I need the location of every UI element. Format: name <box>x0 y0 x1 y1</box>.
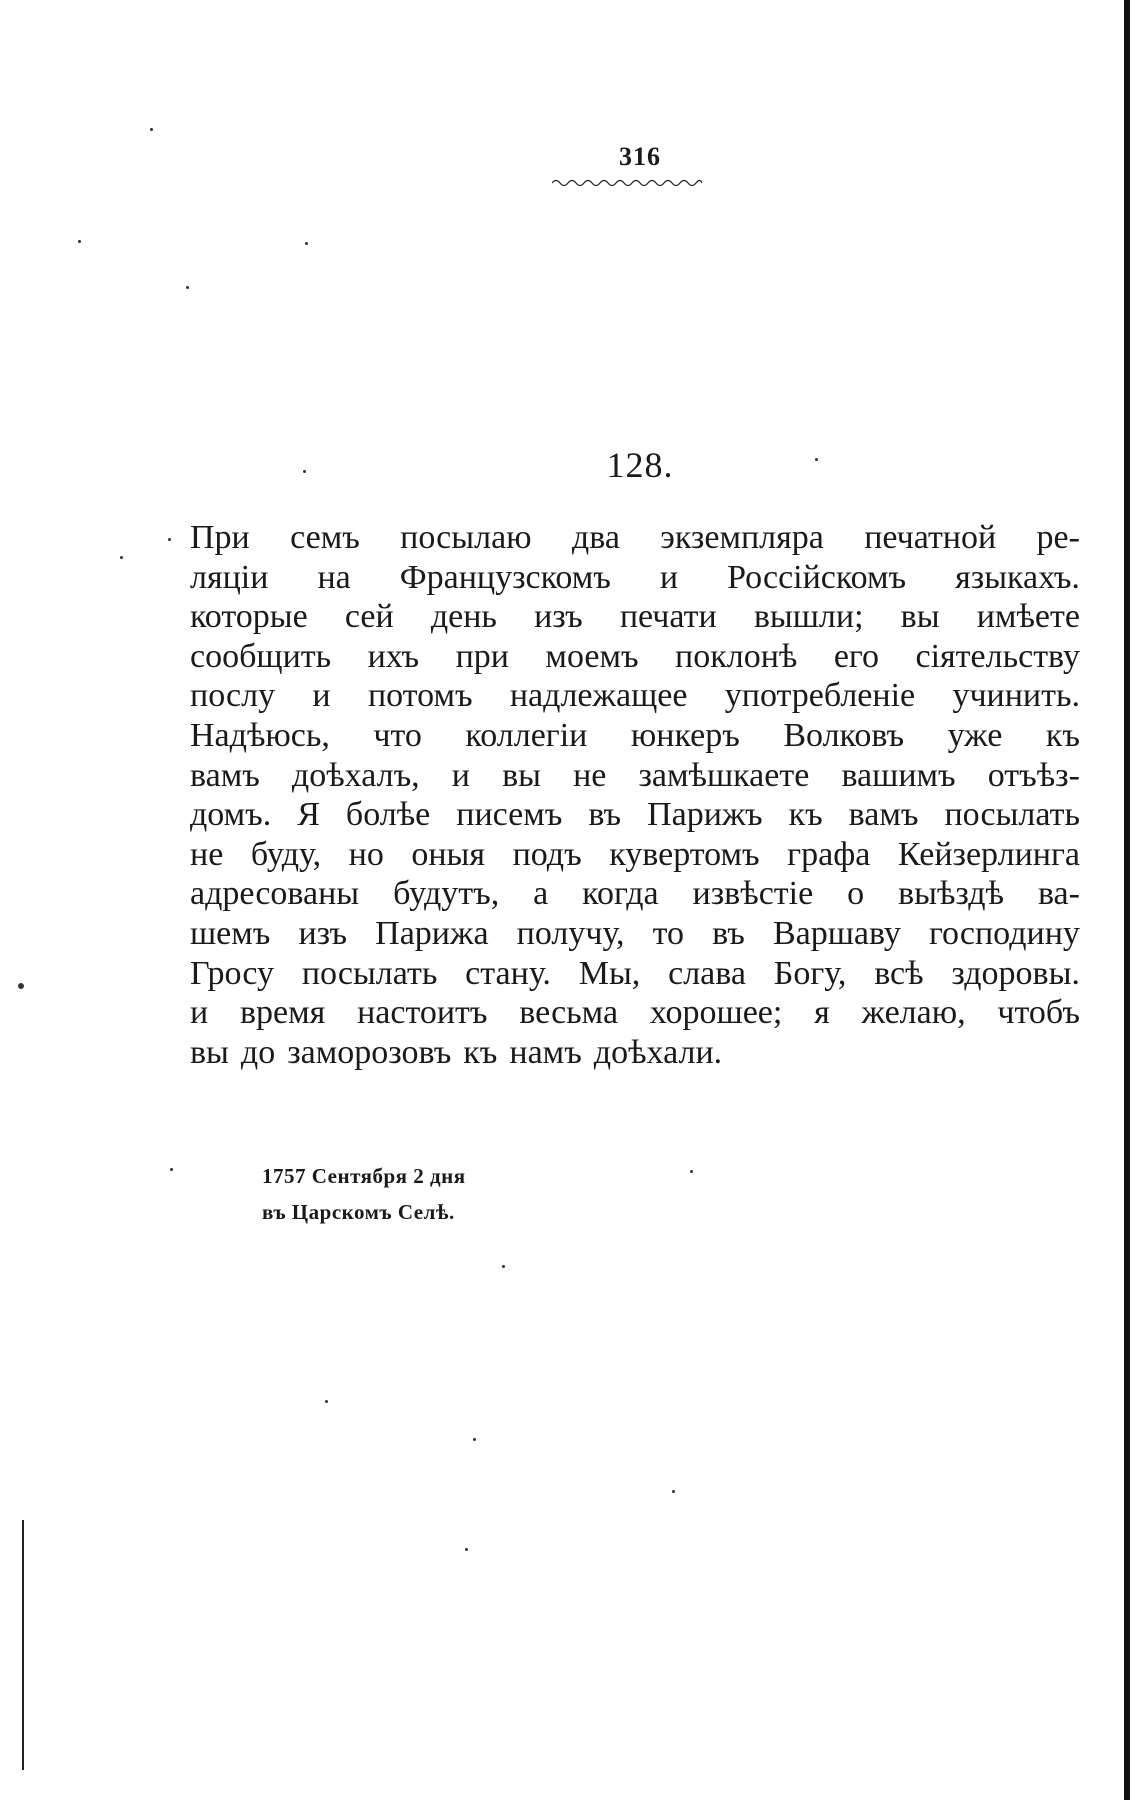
word: оныя <box>411 835 486 873</box>
scan-speck <box>305 242 308 245</box>
place-line: въ Царскомъ Селѣ. <box>262 1200 455 1224</box>
word: намъ <box>509 1033 582 1071</box>
word: При <box>190 519 250 556</box>
word: къ <box>463 1033 498 1071</box>
text-line <box>190 914 1080 954</box>
text-line <box>190 874 1080 914</box>
word: подъ <box>512 835 582 873</box>
word: и <box>190 994 209 1032</box>
scan-speck <box>473 1438 476 1441</box>
word: доѣхалъ, <box>291 756 420 794</box>
word: кувертомъ <box>609 835 760 873</box>
word: болѣе <box>345 796 431 834</box>
word: доѣхали. <box>593 1033 723 1071</box>
scan-speck <box>186 286 189 289</box>
word: послу <box>190 677 276 715</box>
word: печати <box>619 598 717 636</box>
word: вашимъ <box>841 756 956 794</box>
wavy-rule-ornament <box>552 178 702 188</box>
word: то <box>652 914 685 952</box>
word: въ <box>712 914 745 952</box>
word: при <box>455 637 509 675</box>
word: уже <box>947 716 1003 754</box>
word: когда <box>582 875 659 913</box>
text-line <box>190 676 1080 716</box>
word: поклонѣ <box>675 637 798 675</box>
word: писемъ <box>456 796 563 834</box>
word: буду, <box>250 835 322 873</box>
text-line <box>190 954 1080 994</box>
text-line <box>190 637 1080 677</box>
word: Парижъ <box>647 796 763 834</box>
word: изъ <box>298 914 348 952</box>
scan-speck <box>815 458 818 461</box>
text-line <box>190 993 1080 1033</box>
word: будутъ, <box>393 875 500 913</box>
word: коллегіи <box>465 716 588 754</box>
word: стану. <box>465 954 551 992</box>
word: ляціи <box>190 558 269 596</box>
text-line <box>190 597 1080 637</box>
word: вы <box>502 756 541 794</box>
word: желаю, <box>861 994 966 1032</box>
word: Кейзерлинга <box>897 835 1080 873</box>
word: сіятельству <box>915 637 1080 675</box>
word: Мы, <box>578 954 641 992</box>
word: и <box>312 677 331 715</box>
word: сообщить <box>190 637 332 675</box>
word: отъѣз- <box>987 756 1080 794</box>
word: а <box>533 875 549 913</box>
text-line <box>190 756 1080 796</box>
scan-speck <box>78 240 81 243</box>
word: посылать <box>944 796 1080 834</box>
word: моемъ <box>545 637 639 675</box>
word: день <box>430 598 497 636</box>
word: слава <box>668 954 746 992</box>
word: вамъ <box>190 756 260 794</box>
word: его <box>833 637 880 675</box>
word: экземпляра <box>660 519 824 556</box>
word: Варшаву <box>772 914 901 952</box>
text-line <box>190 558 1080 598</box>
word: замѣшкаете <box>638 756 810 794</box>
scan-speck <box>325 1400 328 1403</box>
word: я <box>814 994 830 1032</box>
word: что <box>373 716 422 754</box>
scan-speck <box>502 1265 505 1268</box>
text-line <box>190 835 1080 875</box>
word: ихъ <box>367 637 420 675</box>
word: имѣете <box>976 598 1080 636</box>
scan-speck <box>150 128 153 131</box>
scan-speck <box>168 538 171 541</box>
word: всѣ <box>874 954 924 992</box>
word: Волковъ <box>783 716 905 754</box>
word: сей <box>344 598 394 636</box>
word: хорошее; <box>649 994 783 1032</box>
word: получу, <box>516 914 625 952</box>
word: но <box>348 835 384 873</box>
word: которые <box>190 598 308 636</box>
date-line: 1757 Сентября 2 дня <box>262 1164 466 1188</box>
word: о <box>847 875 865 913</box>
signature-block <box>262 1158 466 1230</box>
letter-number: 128. <box>606 445 674 485</box>
word: изъ <box>534 598 583 636</box>
word: печатной <box>864 519 997 556</box>
word: адресованы <box>190 875 360 913</box>
word: господину <box>928 914 1080 952</box>
word: къ <box>1045 716 1080 754</box>
scan-speck <box>120 556 123 559</box>
scan-speck <box>303 470 306 473</box>
word: не <box>190 835 224 873</box>
word: настоитъ <box>357 994 488 1032</box>
word: на <box>317 558 351 596</box>
word: Гросу <box>190 954 275 992</box>
word: надлежащее <box>509 677 688 715</box>
word: время <box>239 994 326 1032</box>
word: Богу, <box>773 954 847 992</box>
word: въ <box>588 796 622 834</box>
word: вышли; <box>753 598 864 636</box>
word: вамъ <box>848 796 919 834</box>
word: и <box>451 756 470 794</box>
scan-speck <box>690 1170 693 1173</box>
word: семъ <box>290 519 360 556</box>
scan-speck <box>18 983 24 989</box>
word: посылать <box>301 954 438 992</box>
word: не <box>573 756 607 794</box>
word: выѣздѣ <box>898 875 1004 913</box>
word: Россійскомъ <box>727 558 907 596</box>
word: Французскомъ <box>399 558 611 596</box>
text-line <box>190 716 1080 756</box>
word: Парижа <box>375 914 489 952</box>
letter-body <box>190 518 1080 1072</box>
word: шемъ <box>190 914 271 952</box>
word: здоровы. <box>951 954 1080 992</box>
word: Надѣюсь, <box>190 716 330 754</box>
word: чтобъ <box>997 994 1080 1032</box>
word: посылаю <box>400 519 532 556</box>
word: языкахъ. <box>955 558 1080 596</box>
word: къ <box>788 796 823 834</box>
word: Я <box>297 796 320 834</box>
text-line <box>190 1033 1080 1073</box>
word: потомъ <box>367 677 473 715</box>
word: графа <box>787 835 871 873</box>
page-number: 316 <box>619 142 661 171</box>
word: юнкеръ <box>630 716 740 754</box>
word: извѣстіе <box>692 875 814 913</box>
word: вы <box>900 598 940 636</box>
scan-speck <box>465 1548 468 1551</box>
word: вы <box>190 1033 229 1071</box>
text-line <box>190 795 1080 835</box>
word: употребленіе <box>724 677 916 715</box>
word: заморозовъ <box>287 1033 452 1071</box>
scan-speck <box>672 1490 675 1493</box>
scan-speck <box>170 1168 173 1171</box>
word: учинить. <box>952 677 1080 715</box>
word: ре- <box>1036 519 1080 556</box>
word: два <box>571 519 620 556</box>
word: весьма <box>519 994 619 1032</box>
page-edge-shadow <box>1124 0 1130 1800</box>
page-edge-line <box>22 1520 24 1770</box>
text-line <box>190 518 1080 558</box>
word: ва- <box>1037 875 1080 913</box>
word: домъ. <box>190 796 272 834</box>
word: до <box>240 1033 276 1071</box>
word: и <box>659 558 679 596</box>
